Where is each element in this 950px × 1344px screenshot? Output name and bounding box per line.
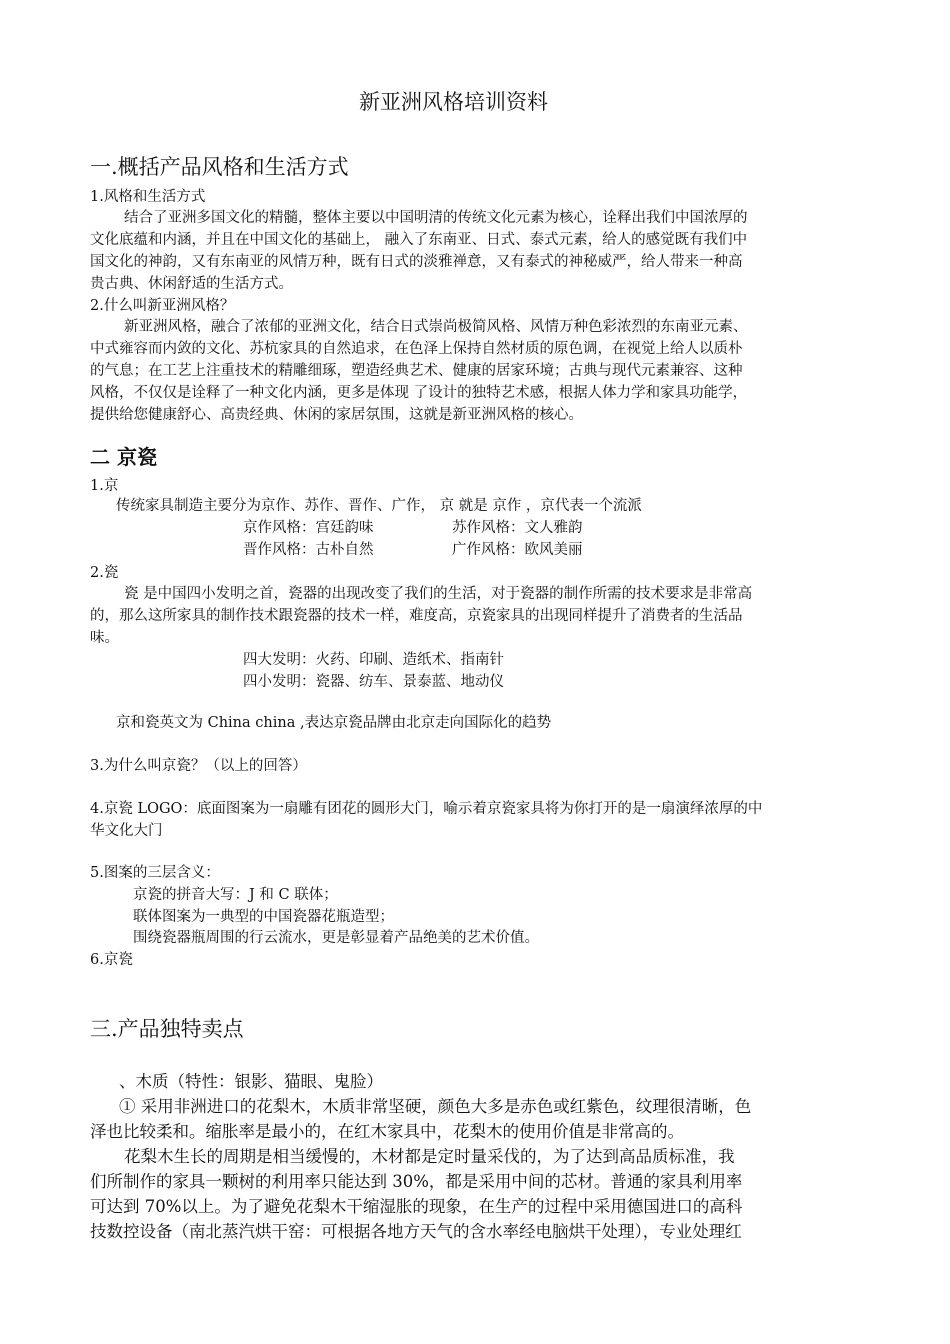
pattern-heading: 5.图案的三层含义： [90,865,220,881]
section-2-subheading-6: 6.京瓷 [90,952,133,968]
section-2-heading: 二 京瓷 [90,445,157,469]
section-1-subheading-1: 1.风格和生活方式 [90,189,206,205]
paragraph-line: 瓷 是中国四小发明之首，瓷器的出现改变了我们的生活，对于瓷器的制作所需的技术要求是非常高 [124,586,753,602]
paragraph-line: 技数控设备（南北蒸汽烘干窑：可根据各地方天气的含水率经电脑烘干处理），专业处理红 [90,1222,742,1241]
pattern-line: 京瓷的拼音大写：J 和 C 联体； [133,887,338,903]
logo-line: 华文化大门 [90,823,163,839]
paragraph-line: 传统家具制造主要分为京作、苏作、晋作、广作， 京 就是 京作 ，京代表一个流派 [116,498,642,514]
paragraph-line: 花梨木生长的周期是相当缓慢的，木材都是定时量采伐的，为了达到高品质标准，我 [124,1147,735,1166]
paragraph-line: 文化底蕴和内涵，并且在中国文化的基础上， 融入了东南亚、日式、泰式元素，给人的感觉既有我们中 [90,232,748,248]
pattern-line: 联体图案为一典型的中国瓷器花瓶造型； [133,909,394,925]
style-item: 广作风格：欧风美丽 [452,542,583,558]
paragraph-line: 的，那么这所家具的制作技术跟瓷器的技术一样，难度高，京瓷家具的出现同样提升了消费者的生活品 [90,608,743,624]
style-item: 京作风格：宫廷韵味 [243,520,374,536]
inventions-line: 四小发明：瓷器、纺车、景泰蓝、地动仪 [243,674,504,690]
paragraph-line: 新亚洲风格，融合了浓郁的亚洲文化，结合日式崇尚极简风格、风情万种色彩浓烈的东南亚元素、 [124,319,748,335]
question-3: 3.为什么叫京瓷？（以上的回答） [90,758,307,774]
paragraph-line: 的气息；在工艺上注重技术的精雕细琢，塑造经典艺术、健康的居家环境；古典与现代元素兼容、这种 [90,363,743,379]
paragraph-line: 们所制作的家具一颗树的利用率只能达到 30%，都是采用中间的芯材。普通的家具利用率 [90,1172,743,1191]
wood-heading: 、木质（特性：银影、猫眼、鬼脸） [119,1072,383,1091]
english-name-line: 京和瓷英文为 China china ,表达京瓷品牌由北京走向国际化的趋势 [116,715,552,731]
paragraph-line: 中式雍容而内敛的文化、苏杭家具的自然追求，在色泽上保持自然材质的原色调，在视觉上给人以质朴 [90,341,743,357]
paragraph-line: 结合了亚洲多国文化的精髓，整体主要以中国明清的传统文化元素为核心，诠释出我们中国浓厚的 [124,210,748,226]
paragraph-line: 提供给您健康舒心、高贵经典、休闲的家居氛围，这就是新亚洲风格的核心。 [90,407,583,423]
paragraph-line: 国文化的神韵，又有东南亚的风情万种，既有日式的淡雅禅意，又有泰式的神秘威严，给人带来一种高 [90,254,743,270]
inventions-line: 四大发明：火药、印刷、造纸术、指南针 [243,652,504,668]
page-title: 新亚洲风格培训资料 [359,90,548,114]
paragraph-line: 味。 [90,630,119,646]
section-2-subheading-1: 1.京 [90,478,119,494]
paragraph-line: 可达到 70%以上。为了避免花梨木干缩湿胀的现象，在生产的过程中采用德国进口的高科 [90,1197,743,1216]
paragraph-line: ① 采用非洲进口的花梨木，木质非常坚硬，颜色大多是赤色或红紫色，纹理很清晰，色 [119,1097,752,1116]
logo-line: 4.京瓷 LOGO：底面图案为一扇雕有团花的圆形大门，喻示着京瓷家具将为你打开的是一扇演绎浓厚的中 [90,801,763,817]
section-1-subheading-2: 2.什么叫新亚洲风格？ [90,298,235,314]
section-2-subheading-2: 2.瓷 [90,565,119,581]
section-3-heading: 三.产品独特卖点 [90,1017,244,1041]
paragraph-line: 风格，不仅仅是诠释了一种文化内涵，更多是体现 了设计的独特艺术感，根据人体力学和家具功能学， [90,385,748,401]
paragraph-line: 泽也比较柔和。缩胀率是最小的，在红木家具中，花梨木的使用价值是非常高的。 [90,1122,684,1141]
paragraph-line: 贵古典、休闲舒适的生活方式。 [90,276,293,292]
section-1-heading: 一.概括产品风格和生活方式 [90,155,349,179]
style-item: 苏作风格：文人雅韵 [452,520,583,536]
pattern-line: 围绕瓷器瓶周围的行云流水，更是彰显着产品绝美的艺术价值。 [133,930,539,946]
style-item: 晋作风格：古朴自然 [243,542,374,558]
